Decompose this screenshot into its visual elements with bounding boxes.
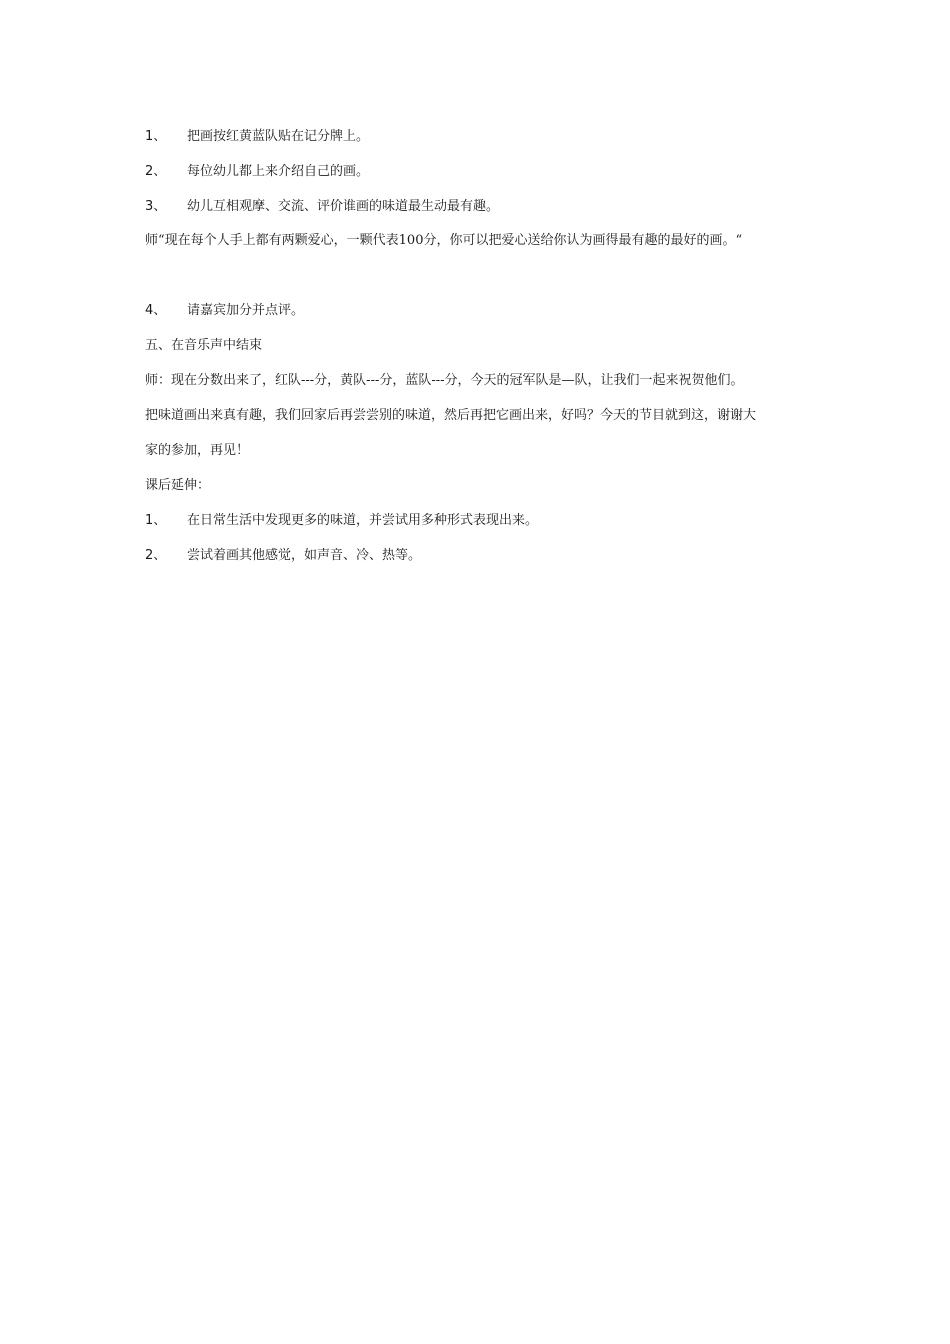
list-text: 尝试着画其他感觉，如声音、冷、热等。 (187, 548, 422, 563)
list-item (145, 163, 369, 181)
list-number: 4、 (145, 303, 167, 318)
paragraph: 师：现在分数出来了，红队---分，黄队---分，蓝队---分，今天的冠军队是—队，让我们一起来祝贺他们。 (145, 373, 744, 388)
list-number: 1、 (145, 129, 167, 144)
paragraph: 把味道画出来真有趣，我们回家后再尝尝别的味道，然后再把它画出来，好吗？今天的节目就到这，谢谢大 (145, 408, 757, 423)
list-item (145, 302, 304, 320)
list-item (145, 512, 538, 530)
section-heading: 五、在音乐声中结束 (145, 338, 263, 353)
list-text: 请嘉宾加分并点评。 (187, 303, 305, 318)
list-text: 把画按红黄蓝队贴在记分牌上。 (187, 129, 370, 144)
list-number: 2、 (145, 164, 167, 179)
list-item (145, 198, 499, 216)
teacher-quote: 师“现在每个人手上都有两颗爱心，一颗代表100分，你可以把爱心送给你认为画得最有趣的最好的画。“ (145, 233, 743, 248)
list-number: 1、 (145, 513, 167, 528)
list-text: 在日常生活中发现更多的味道，并尝试用多种形式表现出来。 (187, 513, 539, 528)
list-number: 3、 (145, 199, 167, 214)
section-heading: 课后延伸： (145, 478, 211, 493)
list-text: 每位幼儿都上来介绍自己的画。 (187, 164, 370, 179)
paragraph: 家的参加，再见！ (145, 443, 250, 458)
list-text: 幼儿互相观摩、交流、评价谁画的味道最生动最有趣。 (187, 199, 500, 214)
list-number: 2、 (145, 548, 167, 563)
list-item (145, 128, 369, 146)
list-item (145, 547, 421, 565)
